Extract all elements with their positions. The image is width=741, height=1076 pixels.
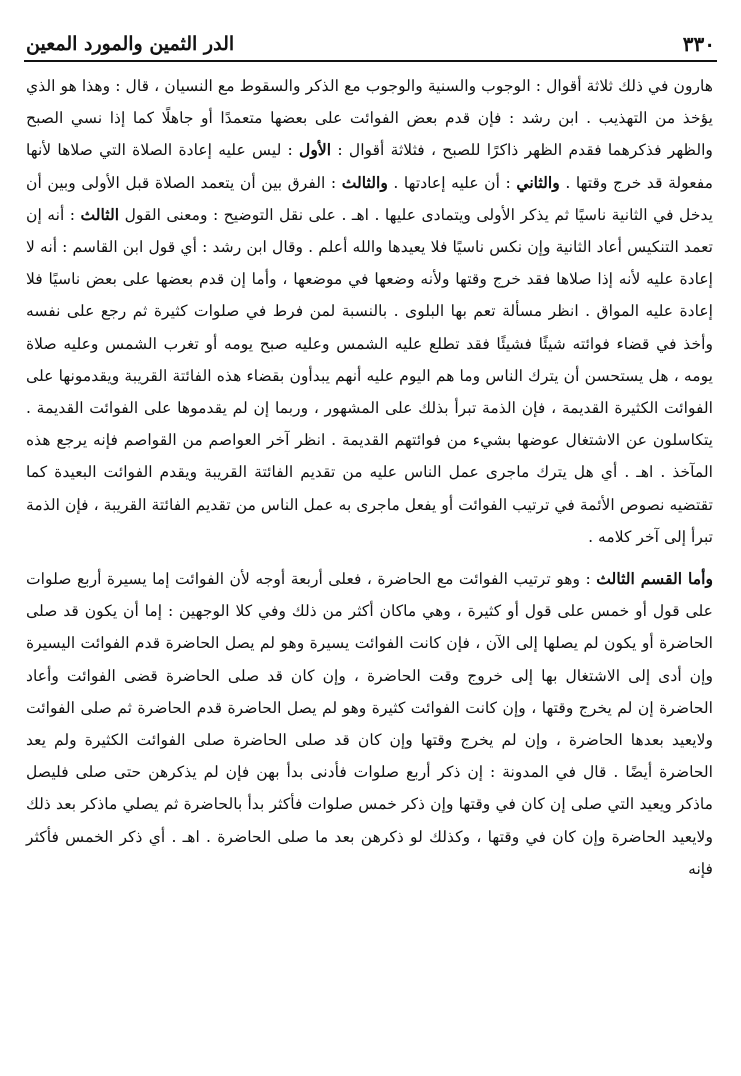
p1-text-4: : الفرق بين أن يتعمد الصلاة قبل الأولى وبين أن يدخل في الثانية ناسيًا ثم يذكر الأولى ويتمادى عليها . اهـ . على نقل التوضيح : ومعنى القول (26, 173, 713, 224)
body-text (26, 70, 713, 885)
header-rule (24, 60, 717, 62)
paragraph-1 (26, 70, 713, 553)
p1-text-2: : ليس عليه إعادة الصلاة التي صلاها لأنها مفعولة قد خرج وقتها . (26, 141, 714, 192)
book-title: الدر الثمين والمورد المعين (26, 33, 235, 55)
p1-bold-second: والثاني (516, 172, 560, 192)
p1-text-3: : أن عليه إعادتها . (393, 173, 511, 192)
p2-text-1: : وهو ترتيب الفوائت مع الحاضرة ، فعلى أربعة أوجه لأن الفوائت إما يسيرة أربع صلوات على قول أو خمس على قول أو كثيرة ، وهي ماكان أكثر من ذلك وفي كلا الوجهين : إما أن يكون قد صلى الحاضرة أو يكون لم يصلها إلى الآن ، فإن كانت الفوائت يسيرة وهو لم يصل الحاضرة قدم الفوائت اليسيرة وإن أدى إلى الاشتغال بها إلى خروج وقت الحاضرة ، وإن كان قد صلى الحاضرة قضى الفوائت وأعاد الحاضرة إن لم يخرج وقتها ، وإن كانت الفوائت كثيرة وهو لم يصل الحاضرة قدم الحاضرة ثم صلى الفوائت ولايعيد بعدها الحاضرة ، وإن لم يخرج وقتها وإن كان قد صلى الحاضرة صلى الفوائت الكثيرة ولم يعد الحاضرة أيضًا . قال في المدونة : إن ذكر أربع صلوات فأدنى بدأ بهن فإن لم يذكرهن حتى صلى فليصل ماذكر ويعيد التي صلى إن كان في وقتها وإن ذكر خمس صلوات فأكثر بدأ بالحاضرة ثم يصلي ماذكر بعد ذلك ولايعيد الحاضرة وإن كان في وقتها ، وكذلك لو ذكرهن بعد ما صلى الحاضرة . اهـ . أي ذكر الخمس فأكثر فإنه (26, 570, 713, 878)
paragraph-2 (26, 563, 713, 885)
p1-text-1: هارون في ذلك ثلاثة أقوال : الوجوب والسنية والوجوب مع الذكر والسقوط مع النسيان ، قال : وهذا هو الذي يؤخذ من التهذيب . ابن رشد : فإن قدم بعض الفوائت على بعضها متعمدًا أو جاهلًا كما إذا نسي الصبح والظهر فذكرهما فقدم الظهر ذاكرًا للصبح ، فثلاثة أقوال : (26, 77, 713, 160)
p2-bold-section-heading: وأما القسم الثالث (596, 569, 713, 589)
p1-bold-third: والثالث (341, 172, 388, 192)
p1-bold-third-saying: الثالث (80, 204, 120, 224)
p1-text-5: : أنه إن تعمد التنكيس أعاد الثانية وإن نكس ناسيًا فلا يعيدها والله أعلم . وقال ابن رشد : أي قول ابن القاسم : أنه لا إعادة عليه لأنه إذا صلاها فقد خرج وقتها ولأنه وضعها في موضعها ، وأما إن قدم بعضها على بعض ناسيًا فلا إعادة عليه المواق . انظر مسألة تعم بها البلوى . بالنسبة لمن فرط في صلوات كثيرة ثم رجع على نفسه وأخذ في قضاء فوائته شيئًا فشيئًا فقد تطلع عليه الشمس وعليه صبح يومه أو تغرب الشمس وعليه صلاة يومه ، هل يستحسن أن يترك الناس وما هم اليوم عليه أنهم يبدأون بقضاء هذه الفائتة القريبة ويقدمونها على الفوائت الكثيرة القديمة ، فإن الذمة تبرأ بذلك على المشهور ، وربما إن لم يقدموها على الفوائت القديمة . يتكاسلون عن الاشتغال عوضها بشيء من فوائتهم القديمة . انظر آخر العواصم من القواصم فإنه يرجع هذه المآخذ . اهـ . أي هل يترك ماجرى عمل الناس عليه من تقديم الفائتة القريبة ويقدم الفوائت البعيدة كما تقتضيه نصوص الأئمة في ترتيب الفوائت أو يفعل ماجرى به عمل الناس من تقديم الفائتة القريبة ، فإن الذمة تبرأ إلى آخر كلامه . (26, 205, 713, 546)
page-number: ٣٣٠ (682, 32, 715, 56)
p1-bold-first: الأول (299, 140, 332, 160)
running-header (26, 22, 715, 56)
